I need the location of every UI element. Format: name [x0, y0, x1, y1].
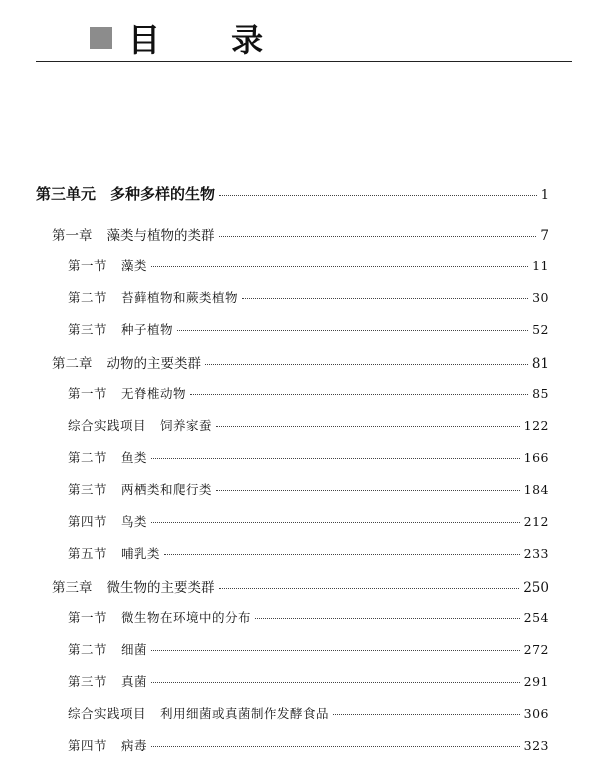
toc-entry-label	[52, 224, 217, 244]
toc-entry-chapter[interactable]	[52, 224, 549, 244]
toc-entry-prefix: 第二节	[68, 642, 108, 657]
toc-leader-dots	[164, 542, 520, 556]
toc-entry-page: 233	[523, 546, 549, 561]
toc-leader-dots	[151, 638, 520, 652]
toc-leader-dots	[216, 478, 520, 492]
toc-leader-dots	[177, 318, 528, 332]
toc-entry-prefix: 第一节	[68, 386, 108, 401]
toc-entry-chapter[interactable]	[52, 352, 549, 372]
toc-entry-title: 苔藓植物和蕨类植物	[121, 290, 239, 305]
toc-entry-page: 166	[523, 450, 549, 465]
toc-entry-label	[68, 288, 240, 306]
toc-entry-title: 利用细菌或真菌制作发酵食品	[160, 706, 330, 721]
toc-entry-title: 病毒	[121, 738, 148, 753]
toc-entry-section[interactable]	[68, 320, 549, 338]
toc-entry-prefix: 第三章	[52, 580, 93, 596]
toc-entry-prefix: 第二节	[68, 290, 108, 305]
toc-entry-title: 哺乳类	[121, 546, 161, 561]
toc-entry-page: 85	[532, 386, 549, 401]
toc-entry-chapter[interactable]	[52, 576, 549, 596]
toc-entry-label	[68, 256, 149, 274]
toc-entry-prefix: 第五节	[68, 546, 108, 561]
toc-entry-label	[68, 480, 214, 498]
toc-entry-page: 272	[523, 642, 549, 657]
toc-entry-section[interactable]	[68, 608, 549, 626]
toc-entry-prefix: 第三节	[68, 322, 108, 337]
toc-leader-dots	[190, 382, 528, 396]
toc-entry-title: 藻类与植物的类群	[106, 228, 215, 244]
toc-entry-prefix: 第四节	[68, 514, 108, 529]
toc-leader-dots	[151, 510, 520, 524]
toc-entry-page: 184	[523, 482, 549, 497]
toc-entry-title: 多种多样的生物	[110, 185, 216, 203]
toc-entry-page: 52	[532, 322, 549, 337]
toc-leader-dots	[219, 575, 520, 590]
toc-leader-dots	[151, 734, 520, 748]
toc-entry-title: 鸟类	[121, 514, 148, 529]
toc-entry-section[interactable]	[68, 704, 549, 722]
toc-leader-dots	[219, 223, 537, 238]
toc-entry-page: 254	[523, 610, 549, 625]
toc-entry-page: 250	[523, 580, 549, 596]
toc-entry-page: 122	[523, 418, 549, 433]
toc-entry-page: 1	[540, 188, 549, 203]
toc-leader-dots	[151, 446, 520, 460]
toc-entry-title: 鱼类	[121, 450, 148, 465]
toc-entry-label	[68, 448, 149, 466]
toc-entry-section[interactable]	[68, 480, 549, 498]
toc-entry-section[interactable]	[68, 384, 549, 402]
toc-entry-title: 饲养家蚕	[160, 418, 213, 433]
toc-leader-dots	[255, 606, 520, 620]
toc-entry-page: 11	[532, 258, 549, 273]
toc-entry-unit[interactable]	[36, 183, 549, 204]
toc-leader-dots	[205, 351, 528, 366]
toc-entry-page: 323	[523, 738, 549, 753]
toc-entry-section[interactable]	[68, 288, 549, 306]
toc-entry-prefix: 综合实践项目	[68, 418, 147, 433]
toc-entry-page: 212	[523, 514, 549, 529]
toc-entry-title: 无脊椎动物	[121, 386, 187, 401]
toc-entry-section[interactable]	[68, 256, 549, 274]
toc-entry-title: 真菌	[121, 674, 148, 689]
toc-entry-label	[68, 704, 331, 722]
toc-entry-label	[68, 384, 188, 402]
toc-entry-label	[68, 608, 253, 626]
toc-entry-prefix: 第三单元	[36, 185, 97, 203]
toc-entry-label	[52, 352, 203, 372]
toc-entry-label	[36, 183, 217, 204]
toc-entry-title: 藻类	[121, 258, 148, 273]
toc-entry-prefix: 第三节	[68, 674, 108, 689]
toc-entry-title: 两栖类和爬行类	[121, 482, 213, 497]
toc-entry-prefix: 第一章	[52, 228, 93, 244]
toc-entry-label	[68, 512, 149, 530]
toc-leader-dots	[216, 414, 520, 428]
toc-entry-page: 30	[532, 290, 549, 305]
toc-entry-label	[68, 416, 214, 434]
toc-entry-label	[68, 320, 175, 338]
toc-leader-dots	[219, 180, 537, 196]
toc-leader-dots	[151, 254, 528, 268]
toc-entry-section[interactable]	[68, 544, 549, 562]
toc-entry-section[interactable]	[68, 672, 549, 690]
toc-entry-page: 306	[523, 706, 549, 721]
toc-leader-dots	[151, 670, 520, 684]
toc-entry-title: 种子植物	[121, 322, 174, 337]
title-square-icon	[90, 27, 112, 49]
toc-entry-prefix: 第一节	[68, 610, 108, 625]
toc-entry-label	[68, 736, 149, 754]
toc-entry-prefix: 第二章	[52, 356, 93, 372]
toc-entry-title: 动物的主要类群	[106, 356, 201, 372]
toc-entry-section[interactable]	[68, 512, 549, 530]
toc-entry-page: 81	[531, 356, 549, 372]
title-divider	[36, 61, 572, 62]
toc-entry-prefix: 第一节	[68, 258, 108, 273]
toc-entry-title: 微生物的主要类群	[106, 580, 215, 596]
page-title-text: 目 录	[128, 21, 294, 59]
toc-leader-dots	[333, 702, 520, 716]
toc-entry-title: 细菌	[121, 642, 148, 657]
toc-entry-prefix: 第三节	[68, 482, 108, 497]
toc-entry-section[interactable]	[68, 640, 549, 658]
toc-entry-page: 7	[540, 228, 549, 244]
toc-entry-prefix: 第二节	[68, 450, 108, 465]
toc-entry-prefix: 第四节	[68, 738, 108, 753]
toc-entry-label	[52, 576, 217, 596]
toc-entry-section[interactable]	[68, 416, 549, 434]
toc-entry-page: 291	[523, 674, 549, 689]
page-title	[90, 18, 293, 58]
toc-entry-label	[68, 544, 162, 562]
toc-entry-section[interactable]	[68, 448, 549, 466]
toc-leader-dots	[242, 286, 528, 300]
toc-entry-section[interactable]	[68, 736, 549, 754]
toc-entry-label	[68, 640, 149, 658]
toc-entry-label	[68, 672, 149, 690]
toc-entry-prefix: 综合实践项目	[68, 706, 147, 721]
toc-entry-title: 微生物在环境中的分布	[121, 610, 252, 625]
